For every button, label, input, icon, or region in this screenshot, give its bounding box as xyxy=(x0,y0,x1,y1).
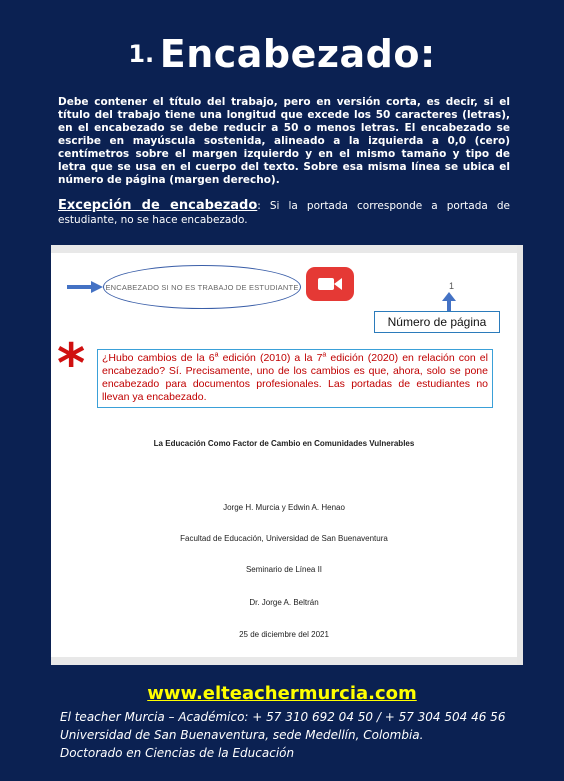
document-course: Seminario de Línea II xyxy=(245,565,323,574)
note-part3: edición (2020) en relación con el encabezado? Sí. Precisamente, uno de los cambios es que, ahora, solo se pone encabezado para documentos profesionales. Las portadas de estudiantes no llevan ya encabezado. xyxy=(102,352,488,403)
note-part2: edición (2010) a la 7 xyxy=(218,352,323,364)
title-number: 1. xyxy=(128,40,155,68)
page-number-label: Número de página xyxy=(374,311,500,333)
document-authors: Jorge H. Murcia y Edwin A. Henao xyxy=(223,503,345,512)
note-sup2: a xyxy=(322,351,327,359)
example-page-panel xyxy=(51,245,523,665)
intro-paragraph: Debe contener el título del trabajo, pero en versión corta, es decir, si el título del trabajo tiene una longitud que excede los 50 caracteres (letras), en el encabezado se debe reducir a 50 o menos letras. El encabezado se escribe en mayúscula sostenida, alineado a la izquierda a 0,0 (cero) centímetros sobre el margen izquierdo y en el mismo tamaño y tipo de letra que se usa en el cuerpo del texto. Sobre esa misma línea se ubica el número de página (margen derecho). xyxy=(58,96,510,186)
footer-program: Doctorado en Ciencias de la Educación xyxy=(60,746,295,760)
header-example-text: ENCABEZADO SI NO ES TRABAJO DE ESTUDIANTE xyxy=(105,282,299,292)
exception-label: Excepción de encabezado xyxy=(58,198,258,213)
header-example-ellipse xyxy=(103,265,301,309)
panel-bottom-border xyxy=(51,657,517,665)
note-part1: ¿Hubo cambios de la 6 xyxy=(102,352,215,364)
page-number: 1 xyxy=(449,281,455,291)
edition-change-note xyxy=(97,349,493,408)
title-word: Encabezado: xyxy=(159,32,436,76)
document-date: 25 de diciembre del 2021 xyxy=(239,630,329,639)
footer-contact: El teacher Murcia – Académico: + 57 310 692 04 50 / + 57 304 504 46 56 xyxy=(60,710,506,724)
slide-title xyxy=(0,32,564,76)
website-link[interactable]: www.elteachermurcia.com xyxy=(147,683,417,704)
exception-text: : Si la portada corresponde a portada de estudiante, no se hace encabezado. xyxy=(58,200,510,226)
arrow-right-icon xyxy=(67,281,103,293)
document-title: La Educación Como Factor de Cambio en Comunidades Vulnerables xyxy=(153,439,415,448)
footer-university: Universidad de San Buenaventura, sede Medellín, Colombia. xyxy=(60,728,424,742)
panel-top-border xyxy=(51,245,517,253)
document-faculty: Facultad de Educación, Universidad de San Buenaventura xyxy=(180,534,388,543)
video-camera-icon xyxy=(306,267,354,301)
note-sup1: a xyxy=(214,351,219,359)
asterisk-mark: * xyxy=(57,332,86,395)
exception-paragraph xyxy=(58,199,510,227)
document-teacher: Dr. Jorge A. Beltrán xyxy=(249,598,319,607)
video-play-button[interactable] xyxy=(306,267,354,301)
